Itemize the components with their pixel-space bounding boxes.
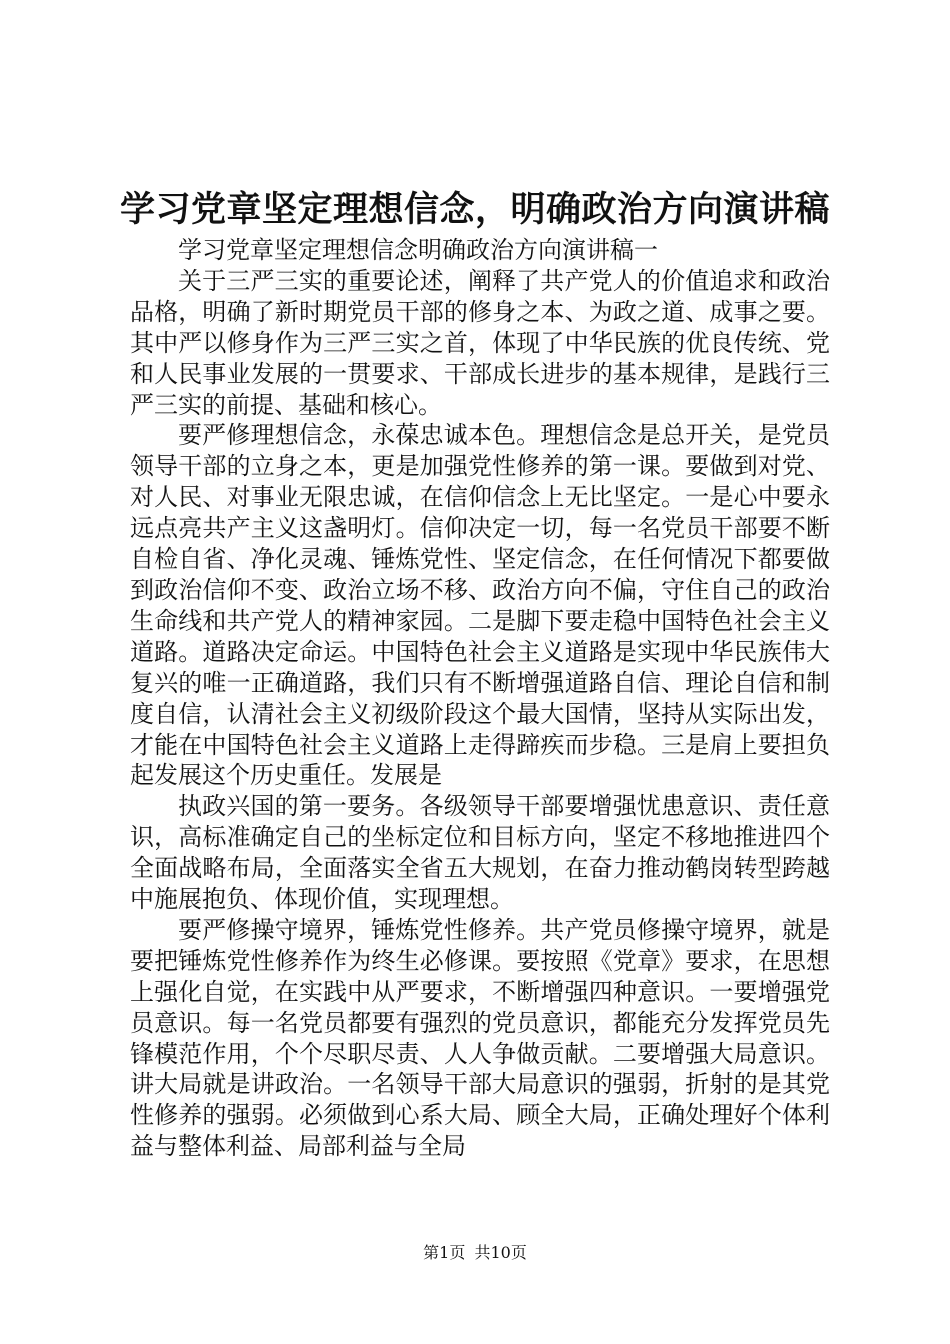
document-body	[130, 235, 830, 1162]
body-paragraph: 要严修操守境界，锤炼党性修养。共产党员修操守境界，就是要把锤炼党性修养作为终生必修课。要按照《党章》要求，在思想上强化自觉，在实践中从严要求，不断增强四种意识。一要增强党员意识。每一名党员都要有强烈的党员意识，都能充分发挥党员先锋模范作用，个个尽职尽责、人人争做贡献。二要增强大局意识。讲大局就是讲政治。一名领导干部大局意识的强弱，折射的是其党性修养的强弱。必须做到心系大局、顾全大局，正确处理好个体利益与整体利益、局部利益与全局	[130, 915, 830, 1161]
page-footer	[0, 1242, 950, 1264]
page-total: 共10页	[474, 1243, 527, 1262]
body-paragraph: 执政兴国的第一要务。各级领导干部要增强忧患意识、责任意识，高标准确定自己的坐标定位和目标方向，坚定不移地推进四个全面战略布局，全面落实全省五大规划，在奋力推动鹤岗转型跨越中施展抱负、体现价值，实现理想。	[130, 792, 830, 914]
body-paragraph: 关于三严三实的重要论述，阐释了共产党人的价值追求和政治品格，明确了新时期党员干部的修身之本、为政之道、成事之要。其中严以修身作为三严三实之首，体现了中华民族的优良传统、党和人民事业发展的一贯要求、干部成长进步的基本规律，是践行三严三实的前提、基础和核心。	[130, 266, 830, 419]
document-title: 学习党章坚定理想信念，明确政治方向演讲稿	[119, 189, 830, 230]
subtitle-paragraph: 学习党章坚定理想信念明确政治方向演讲稿一	[178, 236, 658, 264]
body-paragraph: 要严修理想信念，永葆忠诚本色。理想信念是总开关，是党员领导干部的立身之本，更是加强党性修养的第一课。要做到对党、对人民、对事业无限忠诚，在信仰信念上无比坚定。一是心中要永远点亮共产主义这盏明灯。信仰决定一切，每一名党员干部要不断自检自省、净化灵魂、锤炼党性、坚定信念，在任何情况下都要做到政治信仰不变、政治立场不移、政治方向不偏，守住自己的政治生命线和共产党人的精神家园。二是脚下要走稳中国特色社会主义道路。道路决定命运。中国特色社会主义道路是实现中华民族伟大复兴的唯一正确道路，我们只有不断增强道路自信、理论自信和制度自信，认清社会主义初级阶段这个最大国情，坚持从实际出发，才能在中国特色社会主义道路上走得蹄疾而步稳。三是肩上要担负起发展这个历史重任。发展是	[130, 421, 830, 790]
page-number: 第1页	[423, 1243, 466, 1262]
